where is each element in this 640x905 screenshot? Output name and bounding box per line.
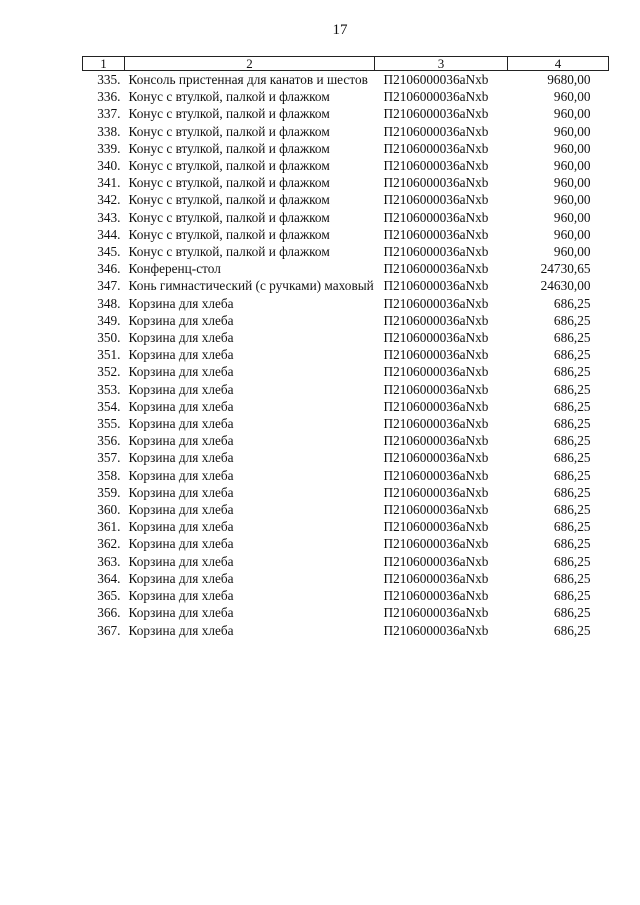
item-code: П2106000036аNxb: [383, 158, 489, 174]
item-name: Корзина для хлеба: [128, 519, 234, 535]
table-row: [83, 518, 609, 535]
item-price: 686,25: [553, 295, 591, 311]
row-number: 339.: [97, 140, 121, 156]
item-code: П2106000036аNxb: [383, 330, 489, 346]
row-number: 351.: [97, 347, 121, 363]
item-code: П2106000036аNxb: [383, 588, 489, 604]
table-row: [83, 398, 609, 415]
item-code: П2106000036аNxb: [383, 381, 489, 397]
item-price: 960,00: [553, 89, 591, 105]
item-code: П2106000036аNxb: [383, 312, 489, 328]
item-code: П2106000036аNxb: [383, 261, 489, 277]
row-number: 336.: [97, 89, 121, 105]
item-name: Корзина для хлеба: [128, 467, 234, 483]
item-code: П2106000036аNxb: [383, 89, 489, 105]
item-code: П2106000036аNxb: [383, 536, 489, 552]
item-name: Корзина для хлеба: [128, 553, 234, 569]
table-row: [83, 226, 609, 243]
table-row: [83, 622, 609, 639]
table-row: [83, 105, 609, 122]
item-code: П2106000036аNxb: [383, 140, 489, 156]
table-row: [83, 587, 609, 604]
item-price: 686,25: [553, 347, 591, 363]
item-code: П2106000036аNxb: [383, 175, 489, 191]
item-name: Конус с втулкой, палкой и флажком: [128, 209, 330, 225]
inventory-table: [82, 56, 609, 639]
item-name: Корзина для хлеба: [128, 364, 234, 380]
item-name: Конус с втулкой, палкой и флажком: [128, 226, 330, 242]
row-number: 350.: [97, 330, 121, 346]
item-name: Корзина для хлеба: [128, 416, 234, 432]
table-row: [83, 277, 609, 294]
item-price: 960,00: [553, 192, 591, 208]
item-name: Конус с втулкой, палкой и флажком: [128, 175, 330, 191]
table-row: [83, 88, 609, 105]
row-number: 362.: [97, 536, 121, 552]
item-name: Конус с втулкой, палкой и флажком: [128, 106, 330, 122]
item-price: 686,25: [553, 519, 591, 535]
item-code: П2106000036аNxb: [383, 106, 489, 122]
item-name: Конус с втулкой, палкой и флажком: [128, 158, 330, 174]
item-code: П2106000036аNxb: [383, 450, 489, 466]
item-code: П2106000036аNxb: [383, 123, 489, 139]
item-name: Корзина для хлеба: [128, 330, 234, 346]
item-price: 686,25: [553, 450, 591, 466]
row-number: 349.: [97, 312, 121, 328]
item-code: П2106000036аNxb: [383, 622, 489, 638]
item-name: Корзина для хлеба: [128, 605, 234, 621]
row-number: 341.: [97, 175, 121, 191]
table-row: [83, 174, 609, 191]
item-code: П2106000036аNxb: [383, 72, 489, 87]
item-code: П2106000036аNxb: [383, 364, 489, 380]
item-price: 686,25: [553, 416, 591, 432]
table-row: [83, 604, 609, 621]
table-row: [83, 570, 609, 587]
row-number: 358.: [97, 467, 121, 483]
row-number: 364.: [97, 570, 121, 586]
table-row: [83, 209, 609, 226]
item-price: 960,00: [553, 244, 591, 260]
item-name: Конференц-стол: [128, 261, 221, 277]
item-price: 960,00: [553, 158, 591, 174]
item-name: Конус с втулкой, палкой и флажком: [128, 123, 330, 139]
item-name: Корзина для хлеба: [128, 398, 234, 414]
item-name: Конь гимнастический (с ручками) маховый: [128, 278, 374, 294]
row-number: 352.: [97, 364, 121, 380]
row-number: 363.: [97, 553, 121, 569]
row-number: 343.: [97, 209, 121, 225]
item-price: 24630,00: [540, 278, 591, 294]
table-row: [83, 501, 609, 518]
item-price: 960,00: [553, 123, 591, 139]
row-number: 359.: [97, 484, 121, 500]
row-number: 365.: [97, 588, 121, 604]
item-name: Корзина для хлеба: [128, 622, 234, 638]
table-row: [83, 260, 609, 277]
item-name: Конус с втулкой, палкой и флажком: [128, 140, 330, 156]
item-price: 24730,65: [540, 261, 591, 277]
item-price: 686,25: [553, 536, 591, 552]
row-number: 344.: [97, 226, 121, 242]
item-price: 686,25: [553, 502, 591, 518]
item-name: Корзина для хлеба: [128, 295, 234, 311]
table-row: [83, 449, 609, 466]
item-code: П2106000036аNxb: [383, 192, 489, 208]
row-number: 361.: [97, 519, 121, 535]
item-price: 686,25: [553, 605, 591, 621]
item-code: П2106000036аNxb: [383, 398, 489, 414]
table-row: [83, 157, 609, 174]
row-number: 347.: [97, 278, 121, 294]
item-name: Конус с втулкой, палкой и флажком: [128, 192, 330, 208]
item-code: П2106000036аNxb: [383, 605, 489, 621]
table-row: [83, 191, 609, 208]
item-code: П2106000036аNxb: [383, 244, 489, 260]
item-code: П2106000036аNxb: [383, 570, 489, 586]
row-number: 338.: [97, 123, 121, 139]
item-price: 960,00: [553, 140, 591, 156]
item-name: Конус с втулкой, палкой и флажком: [128, 244, 330, 260]
table-row: [83, 432, 609, 449]
table-row: [83, 535, 609, 552]
table-row: [83, 467, 609, 484]
item-name: Корзина для хлеба: [128, 570, 234, 586]
item-code: П2106000036аNxb: [383, 467, 489, 483]
item-price: 686,25: [553, 588, 591, 604]
row-number: 340.: [97, 158, 121, 174]
item-price: 686,25: [553, 467, 591, 483]
item-name: Корзина для хлеба: [128, 450, 234, 466]
header-cell-4: 4: [508, 57, 609, 71]
table-row: [83, 484, 609, 501]
table-row: [83, 312, 609, 329]
row-number: 345.: [97, 244, 121, 260]
row-number: 356.: [97, 433, 121, 449]
header-row: [83, 57, 609, 71]
table-row: [83, 295, 609, 312]
item-price: 686,25: [553, 553, 591, 569]
item-price: 686,25: [553, 622, 591, 638]
item-price: 686,25: [553, 570, 591, 586]
item-price: 960,00: [553, 226, 591, 242]
item-price: 960,00: [553, 106, 591, 122]
row-number: 355.: [97, 416, 121, 432]
page-number: 17: [332, 22, 348, 38]
item-code: П2106000036аNxb: [383, 295, 489, 311]
item-name: Консоль пристенная для канатов и шестов: [128, 72, 368, 87]
table-row: [83, 381, 609, 398]
item-code: П2106000036аNxb: [383, 553, 489, 569]
item-price: 686,25: [553, 381, 591, 397]
row-number: 346.: [97, 261, 121, 277]
item-price: 686,25: [553, 364, 591, 380]
row-number: 360.: [97, 502, 121, 518]
table-row: [83, 415, 609, 432]
item-price: 686,25: [553, 330, 591, 346]
header-cell-2: 2: [125, 57, 375, 71]
item-name: Корзина для хлеба: [128, 536, 234, 552]
table-row: [83, 243, 609, 260]
row-number: 348.: [97, 295, 121, 311]
row-number: 354.: [97, 398, 121, 414]
item-name: Корзина для хлеба: [128, 484, 234, 500]
item-name: Корзина для хлеба: [128, 502, 234, 518]
inventory-table-container: [82, 56, 608, 639]
row-number: 367.: [97, 622, 121, 638]
item-code: П2106000036аNxb: [383, 347, 489, 363]
row-number: 353.: [97, 381, 121, 397]
item-name: Корзина для хлеба: [128, 347, 234, 363]
table-header: [83, 57, 609, 71]
item-price: 960,00: [553, 209, 591, 225]
item-name: Корзина для хлеба: [128, 588, 234, 604]
row-number: 357.: [97, 450, 121, 466]
item-price: 686,25: [553, 312, 591, 328]
item-name: Корзина для хлеба: [128, 433, 234, 449]
row-number: 335.: [97, 72, 121, 87]
item-code: П2106000036аNxb: [383, 502, 489, 518]
item-price: 686,25: [553, 484, 591, 500]
item-price: 9680,00: [547, 72, 591, 87]
item-price: 686,25: [553, 433, 591, 449]
header-cell-1: 1: [83, 57, 125, 71]
item-code: П2106000036аNxb: [383, 484, 489, 500]
table-row: [83, 346, 609, 363]
header-cell-3: 3: [375, 57, 508, 71]
item-code: П2106000036аNxb: [383, 226, 489, 242]
row-number: 366.: [97, 605, 121, 621]
item-price: 686,25: [553, 398, 591, 414]
table-row: [83, 329, 609, 346]
item-code: П2106000036аNxb: [383, 209, 489, 225]
table-row: [83, 71, 609, 89]
item-code: П2106000036аNxb: [383, 278, 489, 294]
table-row: [83, 140, 609, 157]
item-name: Конус с втулкой, палкой и флажком: [128, 89, 330, 105]
item-code: П2106000036аNxb: [383, 519, 489, 535]
item-name: Корзина для хлеба: [128, 381, 234, 397]
table-row: [83, 363, 609, 380]
table-row: [83, 123, 609, 140]
row-number: 337.: [97, 106, 121, 122]
item-price: 960,00: [553, 175, 591, 191]
item-code: П2106000036аNxb: [383, 416, 489, 432]
table-body: [83, 71, 609, 639]
table-row: [83, 553, 609, 570]
row-number: 342.: [97, 192, 121, 208]
item-code: П2106000036аNxb: [383, 433, 489, 449]
item-name: Корзина для хлеба: [128, 312, 234, 328]
